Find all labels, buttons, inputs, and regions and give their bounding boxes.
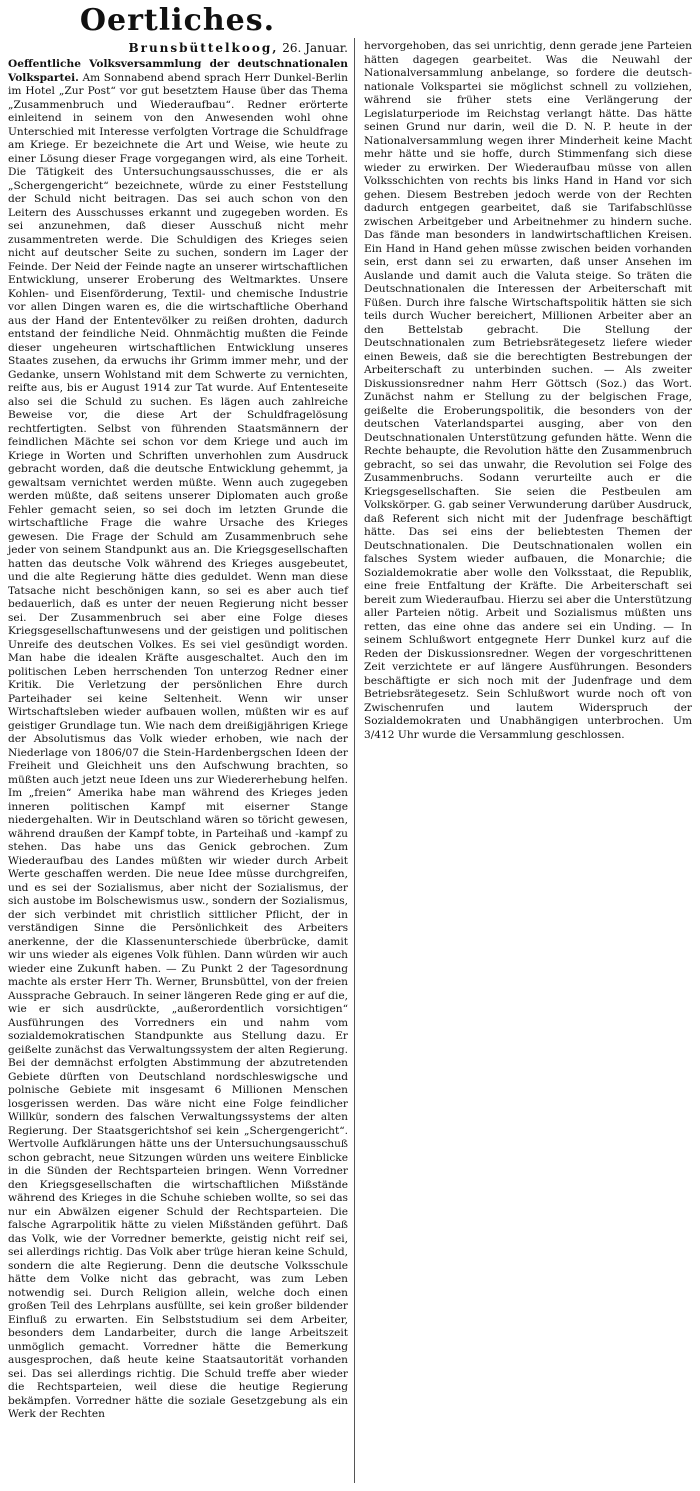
- right-column: [364, 40, 692, 742]
- dateline-date: 26. Januar.: [282, 41, 348, 55]
- dateline-place: Brunsbüttelkoog,: [128, 41, 279, 55]
- column-divider: [354, 38, 355, 1483]
- article-paragraph: [8, 58, 348, 1422]
- article-text-left: Am Sonnabend abend sprach Herr Dunkel-Berlin im Hotel „Zur Post“ vor gut besetztem Hause über das Thema „Zusammenbruch und Wiederaufbau“. Redner erörterte einleitend in seinem von den Anwesenden wohl ohne Unterschied mit Interesse verfolgten Vortrage die Schuldfrage am Kriege. Er bezeichnete die Art und Weise, wie heute zu einer Lösung dieser Frage vorgegangen wird, als eine Torheit. Die Tätigkeit des Untersuchungsausschusses, die er als „Schergengericht“ bezeichnete, würde zu einer Feststellung der Schuld nicht beitragen. Das sei auch schon von den Leitern des Ausschusses erkannt und zugegeben worden. Es sei anzunehmen, daß dieser Ausschuß nicht mehr zusammentreten werde. Die Schuldigen des Krieges seien nicht auf deutscher Seite zu suchen, sondern im Lager der Feinde. Der Neid der Feinde nagte an unserer wirtschaftlichen Entwicklung, unserer Eroberung des Weltmarktes. Unsere Kohlen- und Eisenförderung, Textil- und chemische Industrie vor allen Dingen waren es, die die wirtschaftliche Oberhand aus der Hand der Ententevölker zu reißen drohten, dadurch entstand der feindliche Neid. Ohnmächtig mußten die Feinde dieser ungeheuren wirtschaftlichen Entwicklung unseres Staates zusehen, da erwuchs ihr Grimm immer mehr, und der Gedanke, unsern Wohlstand mit dem Schwerte zu vernichten, reifte aus, bis er August 1914 zur Tat wurde. Auf Ententeseite also sei die Schuld zu suchen. Es lägen auch zahlreiche Beweise vor, die diese Art der Schuldfragelösung rechtfertigten. Selbst von führenden Staatsmännern der feindlichen Mächte sei schon vor dem Kriege und auch im Kriege in Worten und Schriften unverhohlen zum Ausdruck gebracht worden, daß die deutsche Entwicklung gehemmt, ja gewaltsam vernichtet werden müßte. Wenn auch zugegeben werden müßte, daß seitens unserer Diplomaten auch große Fehler gemacht seien, so sei doch im letzten Grunde die wirtschaftliche Frage die wahre Ursache des Krieges gewesen. Die Frage der Schuld am Zusammenbruch sehe jeder von seinem Standpunkt aus an. Die Kriegsgesellschaften hatten das deutsche Volk während des Krieges ausgebeutet, und die alte Regierung hätte dies geduldet. Wenn man diese Tatsache nicht beschönigen kann, so sei es aber auch tief bedauerlich, daß es unter der neuen Regierung nicht besser sei. Der Zusammenbruch sei aber eine Folge dieses Kriegsgesellschaftunwesens und der geistigen und politischen Unreife des deutschen Volkes. Es sei viel gesündigt worden. Man habe die idealen Kräfte ausgeschaltet. Auch den im politischen Leben herrschenden Ton unterzog Redner einer Kritik. Die Verletzung der persönlichen Ehre durch Parteihader sei keine Seltenheit. Wenn wir unser Wirtschaftsleben wieder aufbauen wollen, müßten wir es auf geistiger Grundlage tun. Wie nach dem dreißigjährigen Kriege der Absolutismus das Volk wieder erhoben, wie nach der Niederlage von 1806/07 die Stein-Hardenbergschen Ideen der Freiheit und Gleichheit uns den Aufschwung brachten, so müßten auch jetzt neue Ideen uns zur Wiedererhebung helfen. Im „freien“ Amerika habe man während des Krieges jeden inneren politischen Kampf mit eiserner Stange niedergehalten. Wir in Deutschland wären so töricht gewesen, während draußen der Kampf tobte, in Parteihaß und -kampf zu stehen. Das habe uns das Genick gebrochen. Zum Wiederaufbau des Landes müßten wir wieder durch Arbeit Werte geschaffen werden. Die neue Idee müsse durchgreifen, und es sei der Sozialismus, aber nicht der Sozialismus, der sich austobe im Bolschewismus usw., sondern der Sozialismus, der sich verbindet mit christlich sittlicher Pflicht, der in verständigen Sinne die Persönlichkeit des Arbeiters anerkenne, der die Klassenunterschiede überbrücke, damit wir uns wieder als eigenes Volk fühlen. Dann würden wir auch wieder eine Zukunft haben. — Zu Punkt 2 der Tagesordnung machte als erster Herr Th. Werner, Brunsbüttel, von der freien Aussprache Gebrauch. In seiner längeren Rede ging er auf die, wie er sich ausdrückte, „außerordentlich vorsichtigen“ Ausführungen des Vorredners ein und nahm vom sozialdemokratischen Standpunkte aus Stellung dazu. Er geißelte zunächst das Verwaltungssystem der alten Regierung. Bei der demnächst erfolgten Abstimmung der abzutretenden Gebiete dürften von Deutschland nordschleswigsche und polnische Gebiete mit insgesamt 6 Millionen Menschen losgerissen werden. Das wäre nicht eine Folge feindlicher Willkür, sondern des falschen Verwaltungssystems der alten Regierung. Der Staatsgerichtshof sei kein „Schergengericht“. Wertvolle Aufklärungen hätte uns der Untersuchungsausschuß schon gebracht, neue Sitzungen würden uns weitere Einblicke in die Sünden der Rechtsparteien bringen. Wenn Vorredner den Kriegsgesellschaften die wirtschaftlichen Mißstände während des Krieges in die Schuhe schieben wollte, so sei das nur ein Abwälzen eigener Schuld der Rechtsparteien. Die falsche Agrarpolitik hätte zu vielen Mißständen geführt. Daß das Volk, wie der Vorredner bemerkte, geistig nicht reif sei, sei allerdings richtig. Das Volk aber trüge hieran keine Schuld, sondern die alte Regierung. Denn die deutsche Volksschule hätte dem Volke nicht das gebracht, was zum Leben notwendig sei. Durch Religion allein, welche doch einen großen Teil des Lehrplans ausfüllte, sei kein großer bildender Einfluß zu erwarten. Ein Selbststudium sei dem Arbeiter, besonders dem Landarbeiter, durch die lange Arbeitszeit unmöglich gemacht. Vorredner hätte die Bemerkung ausgesprochen, daß heute keine Staatsautorität vorhanden sei. Das sei allerdings richtig. Die Schuld treffe aber wieder die Rechtsparteien, weil diese die heutige Regierung bekämpfen. Vorredner hätte die soziale Gesetzgebung als ein Werk der Rechten: [8, 71, 348, 1420]
- section-title: Oertliches.: [79, 3, 276, 38]
- article-text-right: hervorgehoben, das sei unrichtig, denn gerade jene Parteien hätten dagegen gearbeitet. Was die Neuwahl der Nationalversammlung anbelange, so fordere die deutsch-nationale Volkspartei sie möglichst schnell zu vollziehen, während sie früher stets eine Verlängerung der Legislaturperiode im Reichstag verlangt hätte. Das hätte seinen Grund nur darin, weil die D. N. P. heute in der Nationalversammlung wegen ihrer Minderheit keine Macht mehr hätte und sie hoffe, durch Stimmenfang sich diese wieder zu erwirken. Der Wiederaufbau müsse von allen Volksschichten von rechts bis links Hand in Hand vor sich gehen. Diesem Bestreben jedoch werde von der Rechten dadurch entgegen gearbeitet, daß sie Tarifabschlüsse zwischen Arbeitgeber und Arbeitnehmer zu hindern suche. Das fände man besonders in landwirtschaftlichen Kreisen. Ein Hand in Hand gehen müsse zwischen beiden vorhanden sein, erst dann sei zu erwarten, daß unser Ansehen im Auslande und damit auch die Valuta steige. So träten die Deutschnationalen die Interessen der Arbeiterschaft mit Füßen. Durch ihre falsche Wirtschaftspolitik hätten sie sich teils durch Wucher bereichert, Millionen Arbeiter aber an den Bettelstab gebracht. Die Stellung der Deutschnationalen zum Betriebsrätegesetz liefere wieder einen Beweis, daß sie die berechtigten Bestrebungen der Arbeiterschaft zu unterbinden suchen. — Als zweiter Diskussionsredner nahm Herr Göttsch (Soz.) das Wort. Zunächst nahm er Stellung zu der belgischen Frage, geißelte die Eroberungspolitik, die besonders von der deutschen Vaterlandspartei ausging, aber von den Deutschnationalen Unterstützung gefunden hätte. Wenn die Rechte behaupte, die Revolution hätte den Zusammenbruch gebracht, so sei das unwahr, die Revolution sei Folge des Zusammenbruchs. Sodann verurteilte auch er die Kriegsgesellschaften. Sie seien die Pestbeulen am Volkskörper. G. gab seiner Verwunderung darüber Ausdruck, daß Referent sich nicht mit der Judenfrage beschäftigt hätte. Das sei eins der beliebtesten Themen der Deutschnationalen. Die Deutschnationalen wollen ein falsches System wieder aufbauen, die Monarchie; die Sozialdemokratie aber wolle den Volksstaat, die Republik, eine freie Entfaltung der Kräfte. Die Arbeiterschaft sei bereit zum Wiederaufbau. Hierzu sei aber die Unterstützung aller Parteien nötig. Arbeit und Sozialismus müßten uns retten, das eine ohne das andere sei ein Unding. — In seinem Schlußwort entgegnete Herr Dunkel kurz auf die Reden der Diskussionsredner. Wegen der vorgeschrittenen Zeit verzichtete er auf längere Ausführungen. Besonders beschäftigte er sich noch mit der Judenfrage und dem Betriebsrätegesetz. Sein Schlußwort wurde noch oft von Zwischenrufen und lautem Widerspruch der Sozialdemokraten und Unabhängigen unterbrochen. Um 3/412 Uhr wurde die Versammlung geschlossen.: [364, 40, 692, 741]
- dateline: [8, 40, 348, 56]
- article-heading: Oeffentliche Volksversammlung der deutschnationalen Volkspartei.: [8, 58, 348, 84]
- left-column: [8, 40, 348, 1422]
